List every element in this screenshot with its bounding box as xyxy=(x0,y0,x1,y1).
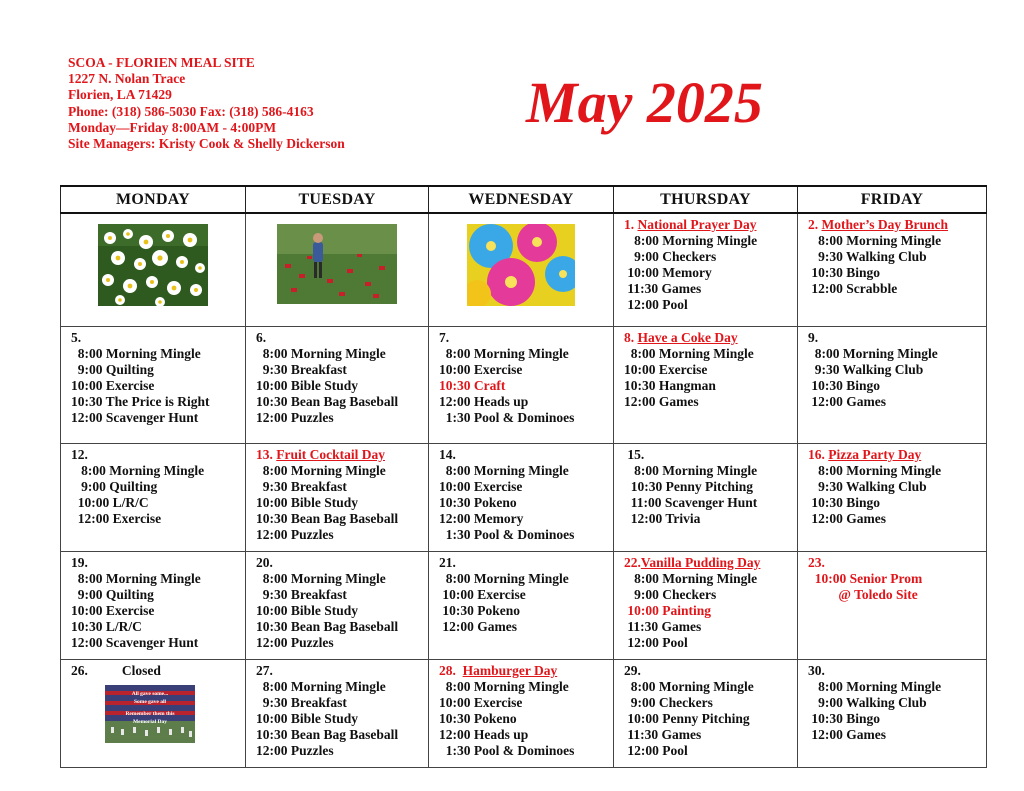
activity: 8:00 Morning Mingle xyxy=(808,463,942,479)
activity: 1:30 Pool & Dominoes xyxy=(439,410,575,426)
special-day-label: Pizza Party Day xyxy=(828,447,922,462)
activity: 8:00 Morning Mingle xyxy=(256,346,386,362)
activity: 10:30 Pokeno xyxy=(439,711,517,727)
site-hours: Monday—Friday 8:00AM - 4:00PM xyxy=(68,119,277,135)
activity: 12:00 Heads up xyxy=(439,727,529,743)
activity: 8:00 Morning Mingle xyxy=(624,679,754,695)
activity: 10:30 Pokeno xyxy=(439,495,517,511)
activity: 10:30 Bingo xyxy=(808,495,881,511)
activity: 10:30 Bean Bag Baseball xyxy=(256,511,399,527)
activity: 12:00 Scrabble xyxy=(808,281,898,297)
activity: 10:30 Bean Bag Baseball xyxy=(256,394,399,410)
week-row xyxy=(61,552,987,660)
activity: 12:00 Games xyxy=(624,394,699,410)
day-number: 1. xyxy=(624,217,635,232)
week-row xyxy=(61,327,987,444)
activity: 1:30 Pool & Dominoes xyxy=(439,527,575,543)
activity: 9:30 Walking Club xyxy=(808,249,927,265)
day-number: 23. xyxy=(808,555,825,570)
activity: 8:00 Morning Mingle xyxy=(624,463,758,479)
activity: 10:00 Exercise xyxy=(439,479,523,495)
activity-highlighted: @ Toledo Site xyxy=(808,587,918,603)
day-cell-16 xyxy=(798,444,987,552)
activity: 10:00 Memory xyxy=(624,265,712,281)
activity: 10:30 The Price is Right xyxy=(71,394,210,410)
activity: 9:30 Breakfast xyxy=(256,479,347,495)
activity: 12:00 Trivia xyxy=(624,511,701,527)
weekday-thursday: THURSDAY xyxy=(614,186,798,213)
day-cell-14 xyxy=(429,444,614,552)
activity: 12:00 Games xyxy=(808,511,886,527)
activity-highlighted: 10:00 Painting xyxy=(624,603,712,619)
day-number: 7. xyxy=(439,330,450,345)
activity: 12:00 Games xyxy=(808,394,886,410)
activity: 8:00 Morning Mingle xyxy=(439,571,569,587)
weekday-tuesday: TUESDAY xyxy=(246,186,429,213)
activity: 8:00 Morning Mingle xyxy=(71,571,201,587)
activity: 8:00 Morning Mingle xyxy=(439,679,569,695)
special-day-label: Have a Coke Day xyxy=(637,330,738,345)
activity: 10:00 Bible Study xyxy=(256,603,359,619)
activity: 9:00 Checkers xyxy=(624,587,717,603)
special-day-label: Mother’s Day Brunch xyxy=(821,217,948,232)
special-day-label: Vanilla Pudding Day xyxy=(640,555,761,570)
day-number: 19. xyxy=(71,555,88,570)
week-row xyxy=(61,660,987,768)
activity: 12:00 Games xyxy=(808,727,886,743)
activity: 9:30 Walking Club xyxy=(808,479,927,495)
activity: 10:30 Bingo xyxy=(808,265,881,281)
activity: 8:00 Morning Mingle xyxy=(71,463,205,479)
activity-highlighted: 10:30 Craft xyxy=(439,378,506,394)
activity: 9:30 Walking Club xyxy=(808,362,924,378)
site-address-street: 1227 N. Nolan Trace xyxy=(68,71,186,87)
activity: 10:00 Exercise xyxy=(71,378,155,394)
day-cell-23 xyxy=(798,552,987,660)
activity: 12:00 Games xyxy=(439,619,517,635)
activity: 12:00 Puzzles xyxy=(256,635,334,651)
activity: 10:00 Exercise xyxy=(439,695,523,711)
activity: 10:00 Exercise xyxy=(624,362,708,378)
activity: 12:00 Puzzles xyxy=(256,410,334,426)
daisies-photo xyxy=(98,224,208,306)
week-row xyxy=(61,213,987,327)
day-cell-28 xyxy=(429,660,614,768)
day-number: 14. xyxy=(439,447,456,462)
activity: 10:00 Bible Study xyxy=(256,378,359,394)
activity: 10:30 Pokeno xyxy=(439,603,520,619)
week-row xyxy=(61,444,987,552)
activity: 9:00 Walking Club xyxy=(808,695,927,711)
day-number: 28. xyxy=(439,663,456,678)
activity: 9:00 Checkers xyxy=(624,695,713,711)
day-cell-8 xyxy=(614,327,798,444)
activity: 8:00 Morning Mingle xyxy=(439,346,569,362)
activity: 11:00 Scavenger Hunt xyxy=(624,495,758,511)
activity: 10:30 L/R/C xyxy=(71,619,142,635)
activity: 9:30 Breakfast xyxy=(256,362,347,378)
day-cell-12 xyxy=(61,444,246,552)
activity: 11:30 Games xyxy=(624,281,702,297)
memorial-text: Memorial Day xyxy=(132,719,168,726)
activity: 12:00 Pool xyxy=(624,743,688,759)
activity: 9:00 Quilting xyxy=(71,362,154,378)
activity: 10:00 Bible Study xyxy=(256,495,359,511)
month-title: May 2025 xyxy=(526,70,763,135)
activity: 10:00 L/R/C xyxy=(71,495,149,511)
special-day-label: Fruit Cocktail Day xyxy=(276,447,385,462)
activity: 10:30 Bingo xyxy=(808,378,881,394)
day-cell-9 xyxy=(798,327,987,444)
activity: 12:00 Exercise xyxy=(71,511,162,527)
weekday-monday: MONDAY xyxy=(61,186,246,213)
activity: 10:00 Exercise xyxy=(439,587,526,603)
activity: 10:00 Exercise xyxy=(71,603,155,619)
day-cell-19 xyxy=(61,552,246,660)
day-cell-21 xyxy=(429,552,614,660)
activity: 8:00 Morning Mingle xyxy=(624,346,754,362)
activity: 12:00 Pool xyxy=(624,635,688,651)
day-number: 27. xyxy=(256,663,273,678)
day-cell-15 xyxy=(614,444,798,552)
day-number: 9. xyxy=(808,330,819,345)
activity: 9:00 Quilting xyxy=(71,479,158,495)
activity: 10:30 Penny Pitching xyxy=(624,479,754,495)
day-cell-2 xyxy=(798,213,987,327)
activity: 8:00 Morning Mingle xyxy=(256,463,386,479)
weekday-header-row xyxy=(61,186,987,213)
day-number: 6. xyxy=(256,330,267,345)
day-number: 5. xyxy=(71,330,82,345)
activity: 8:00 Morning Mingle xyxy=(71,346,201,362)
special-day-label: Hamburger Day xyxy=(462,663,558,678)
day-number: 12. xyxy=(71,447,88,462)
site-address-city: Florien, LA 71429 xyxy=(68,87,172,103)
day-number: 20. xyxy=(256,555,273,570)
memorial-text: All gave some... xyxy=(131,691,169,698)
site-phone-fax: Phone: (318) 586-5030 Fax: (318) 586-4163 xyxy=(68,103,314,119)
day-cell-7 xyxy=(429,327,614,444)
day-cell-5 xyxy=(61,327,246,444)
day-cell-6 xyxy=(246,327,429,444)
activity: 12:00 Memory xyxy=(439,511,524,527)
activity: 12:00 Scavenger Hunt xyxy=(71,410,199,426)
day-number: 29. xyxy=(624,663,641,678)
weekday-friday: FRIDAY xyxy=(798,186,987,213)
activity: 8:00 Morning Mingle xyxy=(808,679,942,695)
activity: 10:30 Bingo xyxy=(808,711,881,727)
calendar-table xyxy=(60,185,987,768)
day-cell-13 xyxy=(246,444,429,552)
day-cell-27 xyxy=(246,660,429,768)
day-cell-22 xyxy=(614,552,798,660)
activity: 9:00 Quilting xyxy=(71,587,154,603)
activity: 10:00 Exercise xyxy=(439,362,523,378)
activity: 8:00 Morning Mingle xyxy=(808,233,942,249)
site-managers: Site Managers: Kristy Cook & Shelly Dickerson xyxy=(68,136,345,152)
day-number: 2. xyxy=(808,217,819,232)
activity: 9:30 Breakfast xyxy=(256,587,347,603)
day-number: 15. xyxy=(624,447,645,462)
closed-label: Closed xyxy=(121,663,161,678)
memorial-text: Remember them this xyxy=(125,711,175,718)
activity: 8:00 Morning Mingle xyxy=(256,679,386,695)
activity-highlighted: 10:00 Senior Prom xyxy=(808,571,923,587)
day-cell-30 xyxy=(798,660,987,768)
gerbera-daisies-photo xyxy=(467,224,575,306)
activity: 12:00 Pool xyxy=(624,297,688,313)
activity: 8:00 Morning Mingle xyxy=(624,233,758,249)
flags-photo xyxy=(277,224,397,304)
activity: 10:00 Penny Pitching xyxy=(624,711,750,727)
activity: 1:30 Pool & Dominoes xyxy=(439,743,575,759)
activity: 8:00 Morning Mingle xyxy=(624,571,758,587)
activity: 9:00 Checkers xyxy=(624,249,717,265)
weekday-wednesday: WEDNESDAY xyxy=(429,186,614,213)
activity: 8:00 Morning Mingle xyxy=(256,571,386,587)
day-number: 30. xyxy=(808,663,825,678)
day-number: 16. xyxy=(808,447,825,462)
day-cell-empty xyxy=(61,213,246,327)
day-cell-empty xyxy=(429,213,614,327)
activity: 8:00 Morning Mingle xyxy=(439,463,569,479)
activity: 10:30 Hangman xyxy=(624,378,716,394)
site-name: SCOA - FLORIEN MEAL SITE xyxy=(68,55,255,70)
memorial-day-card xyxy=(105,685,195,743)
day-cell-empty xyxy=(246,213,429,327)
activity: 11:30 Games xyxy=(624,727,702,743)
day-number: 8. xyxy=(624,330,635,345)
activity: 10:30 Bean Bag Baseball xyxy=(256,619,399,635)
day-number: 21. xyxy=(439,555,456,570)
activity: 12:00 Puzzles xyxy=(256,743,334,759)
special-day-label: National Prayer Day xyxy=(637,217,757,232)
day-number: 13. xyxy=(256,447,273,462)
activity: 12:00 Puzzles xyxy=(256,527,334,543)
day-cell-29 xyxy=(614,660,798,768)
activity: 12:00 Scavenger Hunt xyxy=(71,635,199,651)
activity: 9:30 Breakfast xyxy=(256,695,347,711)
site-info xyxy=(68,55,345,152)
day-number: 26. xyxy=(71,663,88,678)
activity: 11:30 Games xyxy=(624,619,702,635)
day-number: 22. xyxy=(624,555,641,570)
memorial-text: Some gave all xyxy=(133,699,167,706)
activity: 10:30 Bean Bag Baseball xyxy=(256,727,399,743)
day-cell-26 xyxy=(61,660,246,768)
activity: 10:00 Bible Study xyxy=(256,711,359,727)
day-cell-1 xyxy=(614,213,798,327)
activity: 12:00 Heads up xyxy=(439,394,529,410)
activity: 8:00 Morning Mingle xyxy=(808,346,938,362)
day-cell-20 xyxy=(246,552,429,660)
